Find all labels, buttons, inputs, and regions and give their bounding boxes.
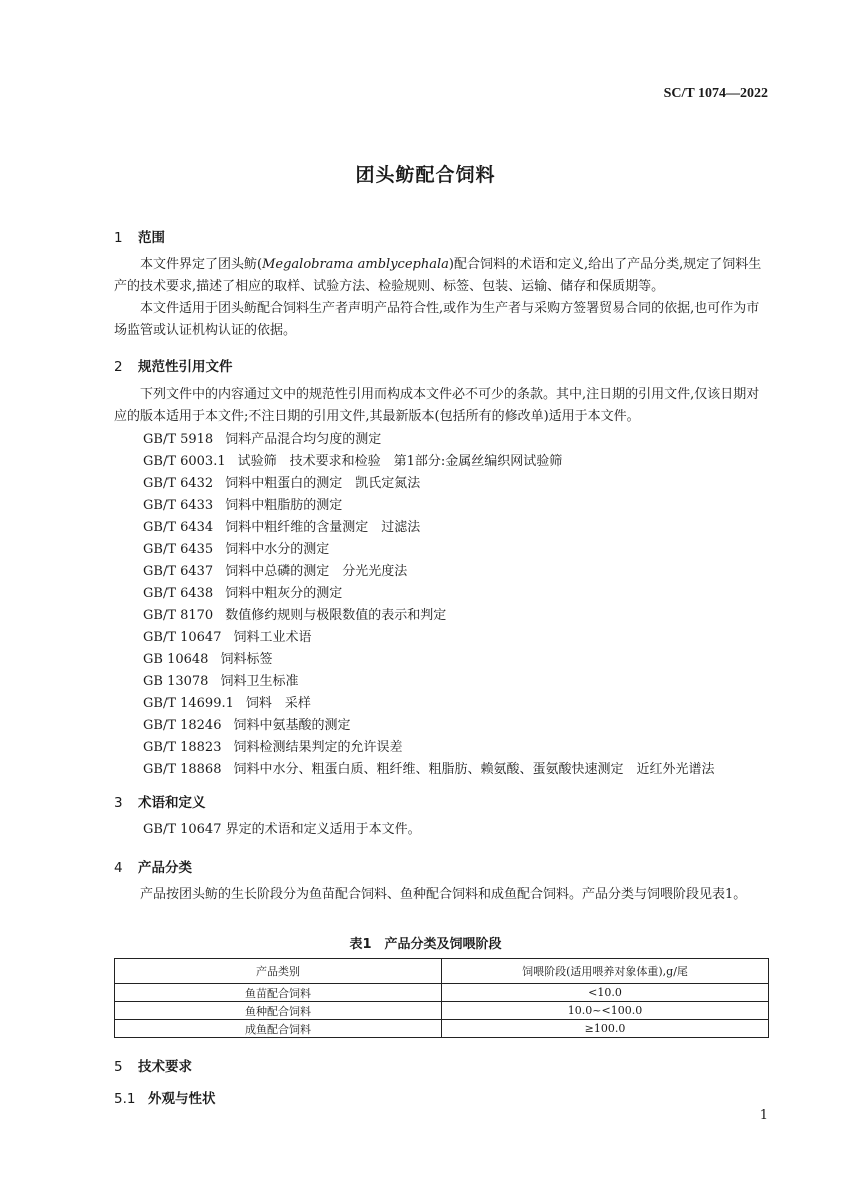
reference-item [143,538,329,557]
reference-item [143,714,351,733]
reference-item [143,626,312,645]
reference-title: 饲料中水分、粗蛋白质、粗纤维、粗脂肪、赖氨酸、蛋氨酸快速测定 近红外光谱法 [233,762,715,777]
table-header-cell: 产品类别 [115,959,442,984]
section-title: 产品分类 [138,860,192,876]
reference-item [143,472,420,491]
section-title: 术语和定义 [138,795,206,811]
section-heading-technical-requirements [114,1055,192,1075]
reference-title: 试验筛 技术要求和检验 第1部分:金属丝编织网试验筛 [237,454,563,469]
reference-title: 饲料 采样 [245,696,311,711]
reference-title: 饲料中总磷的测定 分光光度法 [225,564,408,579]
table-row [115,1020,769,1038]
reference-code: GB/T 8170 [143,608,214,623]
table-cell: 鱼苗配合饲料 [115,984,442,1002]
reference-code: GB/T 10647 [143,630,222,645]
scope-paragraph-1 [114,254,769,298]
reference-item [143,648,272,667]
reference-code: GB/T 18868 [143,762,222,777]
section-number: 4 [114,860,123,876]
section-heading-normative-references [114,355,233,375]
reference-item [143,692,311,711]
reference-code: GB/T 14699.1 [143,696,234,711]
reference-item [143,516,420,535]
table-row [115,1002,769,1020]
scope-paragraph-2: 本文件适用于团头鲂配合饲料生产者声明产品符合性,或作为生产者与采购方签署贸易合同的依据,也可作为市场监管或认证机构认证的依据。 [114,301,760,338]
reference-code: GB/T 6437 [143,564,214,579]
reference-code: GB/T 5918 [143,432,214,447]
reference-item [143,736,403,755]
reference-item [143,560,407,579]
table-header-cell: 饲喂阶段(适用喂养对象体重),g/尾 [442,959,769,984]
reference-title: 数值修约规则与极限数值的表示和判定 [225,608,447,623]
references-intro: 下列文件中的内容通过文中的规范性引用而构成本文件必不可少的条款。其中,注日期的引用文件,仅该日期对应的版本适用于本文件;不注日期的引用文件,其最新版本(包括所有的修改单)适用于本文件。 [114,387,760,424]
reference-item [143,582,342,601]
reference-title: 饲料中氨基酸的测定 [233,718,351,733]
reference-code: GB/T 18246 [143,718,222,733]
reference-title: 饲料中粗蛋白的测定 凯氏定氮法 [225,476,421,491]
product-classification-table [114,958,769,1038]
reference-code: GB/T 6433 [143,498,214,513]
reference-title: 饲料工业术语 [233,630,312,645]
reference-title: 饲料标签 [220,652,273,667]
table-row [115,984,769,1002]
section-heading-terms-definitions [114,791,206,811]
reference-item [143,604,446,623]
table-cell: 成鱼配合饲料 [115,1020,442,1038]
section-title: 规范性引用文件 [138,359,233,375]
reference-title: 饲料中粗脂肪的测定 [225,498,343,513]
section-number: 5 [114,1059,123,1075]
page-number: 1 [759,1108,768,1123]
scope-text-post: )配合饲料的术语和定义,给出了产品分类,规定了饲料生产的技术要求,描述了相应的取样、试验方法、检验规则、标签、包装、运输、储存和保质期等。 [114,257,762,294]
subsection-title: 外观与性状 [148,1091,216,1107]
reference-code: GB/T 6438 [143,586,214,601]
scope-text-pre: 本文件界定了团头鲂( [140,257,263,272]
reference-code: GB 10648 [143,652,209,667]
table-cell: <10.0 [442,984,769,1002]
reference-title: 饲料卫生标准 [220,674,299,689]
section-number: 3 [114,795,123,811]
reference-title: 饲料中粗灰分的测定 [225,586,343,601]
reference-code: GB/T 6435 [143,542,214,557]
section-heading-product-classification [114,856,192,876]
reference-code: GB/T 18823 [143,740,222,755]
table-caption: 表1 产品分类及饲喂阶段 [349,937,502,952]
reference-item [143,670,298,689]
section-title: 技术要求 [138,1059,192,1075]
scope-latin-name: Megalobrama amblycephala [262,257,449,272]
section-heading-scope [114,226,165,246]
subsection-heading-appearance [114,1087,216,1107]
page-title: 团头鲂配合饲料 [355,164,496,186]
reference-code: GB/T 6003.1 [143,454,226,469]
table-cell: 10.0~<100.0 [442,1002,769,1020]
section-title: 范围 [138,230,165,246]
subsection-number: 5.1 [114,1091,136,1107]
reference-item [143,428,381,447]
terms-paragraph: GB/T 10647 界定的术语和定义适用于本文件。 [143,822,421,837]
reference-item [143,758,715,777]
reference-item [143,450,562,469]
table-header-row [115,959,769,984]
reference-title: 饲料产品混合均匀度的测定 [225,432,382,447]
table-cell: 鱼种配合饲料 [115,1002,442,1020]
classification-paragraph: 产品按团头鲂的生长阶段分为鱼苗配合饲料、鱼种配合饲料和成鱼配合饲料。产品分类与饲喂阶段见表1。 [140,887,747,902]
reference-title: 饲料中水分的测定 [225,542,330,557]
table-cell: ≥100.0 [442,1020,769,1038]
reference-title: 饲料检测结果判定的允许误差 [233,740,403,755]
section-number: 1 [114,230,123,246]
document-number: SC/T 1074—2022 [663,86,768,101]
reference-code: GB/T 6434 [143,520,214,535]
reference-code: GB 13078 [143,674,209,689]
section-number: 2 [114,359,123,375]
reference-code: GB/T 6432 [143,476,214,491]
reference-item [143,494,342,513]
reference-title: 饲料中粗纤维的含量测定 过滤法 [225,520,421,535]
